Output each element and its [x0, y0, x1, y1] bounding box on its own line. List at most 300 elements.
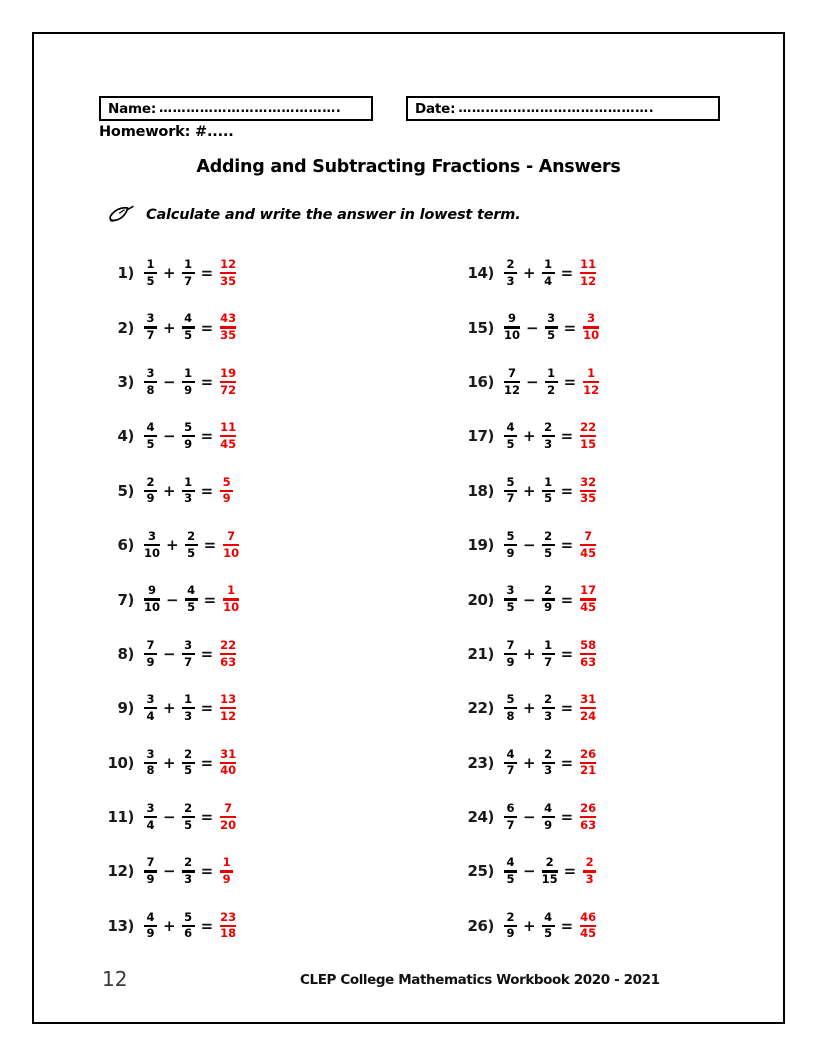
- numerator: 2: [506, 257, 515, 272]
- numerator: 2: [544, 420, 553, 435]
- denominator: 5: [184, 817, 193, 832]
- denominator: 63: [580, 817, 597, 832]
- numerator: 1: [227, 583, 236, 598]
- numerator: 1: [184, 365, 193, 380]
- equals-sign: =: [560, 264, 574, 283]
- problem-number: 24): [467, 808, 494, 827]
- problem-row: [464, 409, 794, 463]
- denominator: 45: [220, 436, 237, 451]
- denominator: 7: [184, 654, 193, 669]
- numerator: 4: [506, 420, 515, 435]
- numerator: 1: [547, 365, 556, 380]
- numerator: 17: [580, 583, 597, 598]
- b-fraction: [184, 585, 199, 613]
- a-fraction: [503, 746, 518, 778]
- denominator: 12: [220, 708, 237, 723]
- numerator: 7: [508, 365, 517, 380]
- a-fraction: [503, 313, 521, 341]
- numerator: 7: [146, 855, 155, 870]
- instruction-row: [106, 204, 521, 226]
- numerator: 2: [544, 746, 553, 761]
- problem-row: [104, 572, 434, 626]
- denominator: 10: [144, 600, 161, 615]
- problem-number: 3): [117, 372, 134, 391]
- b-fraction: [181, 313, 196, 341]
- numerator: 11: [580, 257, 597, 272]
- r-fraction: [222, 531, 240, 559]
- problem-number: 17): [467, 427, 494, 446]
- r-fraction: [579, 259, 597, 287]
- a-fraction: [503, 909, 518, 941]
- name-label: Name:: [108, 100, 157, 117]
- denominator: 5: [187, 600, 196, 615]
- numerator: 1: [184, 692, 193, 707]
- denominator: 10: [223, 600, 240, 615]
- denominator: 5: [184, 763, 193, 778]
- numerator: 12: [220, 257, 237, 272]
- denominator: 21: [580, 763, 597, 778]
- denominator: 5: [146, 436, 155, 451]
- problems-column-right: [464, 246, 794, 953]
- operator-sign: −: [166, 590, 179, 609]
- a-fraction: [143, 585, 161, 613]
- a-fraction: [143, 637, 158, 669]
- denominator: 4: [544, 273, 553, 288]
- denominator: 7: [184, 273, 193, 288]
- footer-book-title: CLEP College Mathematics Workbook 2020 - 2021: [300, 972, 660, 988]
- denominator: 5: [544, 926, 553, 941]
- b-fraction: [181, 259, 196, 287]
- r-fraction: [579, 803, 597, 831]
- equals-sign: =: [200, 862, 214, 881]
- name-dotted-line: ………………………………….: [159, 101, 342, 116]
- r-fraction: [219, 422, 237, 450]
- r-fraction: [579, 531, 597, 559]
- a-fraction: [503, 694, 518, 722]
- denominator: 3: [544, 708, 553, 723]
- numerator: 1: [587, 365, 596, 380]
- problem-number: 5): [117, 481, 134, 500]
- b-fraction: [181, 694, 196, 722]
- numerator: 22: [220, 637, 237, 652]
- problem-row: [464, 246, 794, 300]
- denominator: 3: [544, 763, 553, 778]
- problem-row: [464, 355, 794, 409]
- b-fraction: [184, 531, 199, 559]
- a-fraction: [143, 531, 161, 559]
- b-fraction: [181, 857, 196, 885]
- problem-number: 13): [107, 916, 134, 935]
- r-fraction: [579, 909, 597, 941]
- numerator: 7: [584, 529, 593, 544]
- equals-sign: =: [560, 427, 574, 446]
- denominator: 5: [544, 491, 553, 506]
- denominator: 3: [184, 872, 193, 887]
- date-field-box[interactable]: [406, 96, 720, 121]
- operator-sign: +: [523, 699, 536, 718]
- equals-sign: =: [200, 699, 214, 718]
- denominator: 9: [506, 654, 515, 669]
- instruction-text: Calculate and write the answer in lowest term.: [146, 207, 521, 223]
- r-fraction: [219, 474, 234, 506]
- problem-row: [104, 736, 434, 790]
- r-fraction: [582, 313, 600, 341]
- problem-number: 23): [467, 753, 494, 772]
- numerator: 3: [146, 365, 155, 380]
- denominator: 9: [506, 926, 515, 941]
- a-fraction: [503, 474, 518, 506]
- r-fraction: [579, 694, 597, 722]
- date-label: Date:: [415, 100, 456, 117]
- problem-number: 8): [117, 644, 134, 663]
- numerator: 9: [508, 311, 517, 326]
- denominator: 3: [585, 872, 594, 887]
- problem-number: 19): [467, 536, 494, 555]
- a-fraction: [503, 422, 518, 450]
- equals-sign: =: [200, 916, 214, 935]
- r-fraction: [219, 803, 237, 831]
- r-fraction: [219, 259, 237, 287]
- numerator: 3: [146, 692, 155, 707]
- equals-sign: =: [563, 372, 577, 391]
- numerator: 2: [146, 474, 155, 489]
- b-fraction: [181, 474, 196, 506]
- equals-sign: =: [560, 808, 574, 827]
- numerator: 5: [506, 692, 515, 707]
- problem-row: [104, 464, 434, 518]
- b-fraction: [541, 474, 556, 506]
- equals-sign: =: [200, 753, 214, 772]
- problem-row: [104, 300, 434, 354]
- operator-sign: −: [523, 590, 536, 609]
- denominator: 5: [184, 328, 193, 343]
- b-fraction: [541, 857, 559, 885]
- denominator: 9: [184, 382, 193, 397]
- b-fraction: [181, 365, 196, 397]
- a-fraction: [503, 857, 518, 885]
- equals-sign: =: [560, 753, 574, 772]
- b-fraction: [181, 422, 196, 450]
- operator-sign: +: [163, 699, 176, 718]
- a-fraction: [503, 803, 518, 831]
- denominator: 9: [146, 654, 155, 669]
- denominator: 35: [220, 328, 237, 343]
- denominator: 9: [544, 817, 553, 832]
- problem-number: 18): [467, 481, 494, 500]
- problems-column-left: [104, 246, 434, 953]
- r-fraction: [579, 585, 597, 613]
- denominator: 4: [146, 817, 155, 832]
- denominator: 7: [544, 654, 553, 669]
- equals-sign: =: [200, 318, 214, 337]
- numerator: 3: [146, 801, 155, 815]
- denominator: 18: [220, 926, 237, 941]
- operator-sign: −: [526, 318, 539, 337]
- a-fraction: [503, 259, 518, 287]
- operator-sign: +: [523, 481, 536, 500]
- denominator: 3: [506, 273, 515, 288]
- denominator: 7: [506, 491, 515, 506]
- a-fraction: [503, 585, 518, 613]
- numerator: 4: [184, 311, 193, 326]
- problem-row: [464, 899, 794, 953]
- problem-number: 10): [107, 753, 134, 772]
- numerator: 7: [506, 637, 515, 652]
- problem-row: [104, 246, 434, 300]
- problem-row: [464, 627, 794, 681]
- a-fraction: [143, 746, 158, 778]
- numerator: 31: [580, 692, 597, 707]
- operator-sign: +: [523, 264, 536, 283]
- denominator: 9: [222, 491, 231, 506]
- numerator: 2: [545, 855, 554, 870]
- problem-row: [104, 844, 434, 898]
- date-dotted-line: …………………………………….: [458, 101, 655, 116]
- r-fraction: [219, 313, 237, 341]
- denominator: 45: [580, 600, 597, 615]
- b-fraction: [544, 365, 559, 397]
- numerator: 4: [146, 420, 155, 435]
- numerator: 26: [580, 746, 597, 761]
- equals-sign: =: [563, 318, 577, 337]
- numerator: 32: [580, 474, 597, 489]
- b-fraction: [541, 531, 556, 559]
- equals-sign: =: [560, 536, 574, 555]
- pen-nib-icon: [106, 204, 136, 226]
- r-fraction: [219, 857, 234, 885]
- numerator: 1: [184, 257, 193, 272]
- problem-row: [464, 736, 794, 790]
- operator-sign: +: [163, 753, 176, 772]
- numerator: 2: [187, 529, 196, 544]
- problem-number: 2): [117, 318, 134, 337]
- numerator: 2: [184, 801, 193, 815]
- problem-row: [104, 409, 434, 463]
- b-fraction: [541, 746, 556, 778]
- denominator: 9: [506, 545, 515, 560]
- operator-sign: −: [523, 808, 536, 827]
- operator-sign: +: [163, 318, 176, 337]
- a-fraction: [143, 909, 158, 941]
- equals-sign: =: [560, 916, 574, 935]
- numerator: 1: [544, 257, 553, 272]
- denominator: 5: [544, 545, 553, 560]
- operator-sign: −: [163, 427, 176, 446]
- b-fraction: [181, 746, 196, 778]
- problem-row: [464, 300, 794, 354]
- a-fraction: [503, 637, 518, 669]
- denominator: 9: [544, 600, 553, 615]
- a-fraction: [143, 259, 158, 287]
- denominator: 7: [506, 763, 515, 778]
- problem-row: [104, 899, 434, 953]
- numerator: 1: [184, 474, 193, 489]
- numerator: 4: [146, 909, 155, 924]
- denominator: 2: [547, 382, 556, 397]
- denominator: 45: [580, 926, 597, 941]
- problem-row: [104, 518, 434, 572]
- problem-number: 16): [467, 372, 494, 391]
- numerator: 46: [580, 909, 597, 924]
- numerator: 2: [585, 855, 594, 870]
- b-fraction: [541, 909, 556, 941]
- denominator: 12: [580, 273, 597, 288]
- denominator: 8: [506, 708, 515, 723]
- r-fraction: [219, 637, 237, 669]
- denominator: 45: [580, 545, 597, 560]
- problem-number: 4): [117, 427, 134, 446]
- problem-row: [104, 681, 434, 735]
- numerator: 13: [220, 692, 237, 707]
- b-fraction: [541, 422, 556, 450]
- denominator: 10: [504, 328, 521, 343]
- equals-sign: =: [200, 372, 214, 391]
- problem-number: 22): [467, 699, 494, 718]
- problem-number: 7): [117, 590, 134, 609]
- denominator: 3: [184, 708, 193, 723]
- equals-sign: =: [560, 481, 574, 500]
- problem-number: 15): [467, 318, 494, 337]
- problem-row: [464, 790, 794, 844]
- numerator: 5: [184, 909, 193, 924]
- operator-sign: +: [523, 916, 536, 935]
- denominator: 5: [506, 600, 515, 615]
- denominator: 12: [504, 382, 521, 397]
- r-fraction: [219, 365, 237, 397]
- equals-sign: =: [563, 862, 577, 881]
- denominator: 12: [583, 382, 600, 397]
- name-field-box[interactable]: [99, 96, 373, 121]
- problem-row: [464, 572, 794, 626]
- numerator: 9: [148, 583, 157, 598]
- operator-sign: +: [523, 427, 536, 446]
- operator-sign: −: [526, 372, 539, 391]
- numerator: 1: [222, 855, 231, 870]
- b-fraction: [541, 585, 556, 613]
- numerator: 5: [506, 474, 515, 489]
- a-fraction: [143, 365, 158, 397]
- denominator: 5: [506, 436, 515, 451]
- numerator: 3: [148, 529, 157, 544]
- numerator: 4: [544, 909, 553, 924]
- denominator: 9: [222, 872, 231, 887]
- numerator: 31: [220, 746, 237, 761]
- numerator: 4: [544, 801, 553, 815]
- numerator: 5: [222, 474, 231, 489]
- denominator: 9: [184, 436, 193, 451]
- a-fraction: [143, 857, 158, 885]
- denominator: 20: [220, 817, 237, 832]
- problem-row: [464, 844, 794, 898]
- problem-number: 1): [117, 264, 134, 283]
- operator-sign: +: [163, 264, 176, 283]
- equals-sign: =: [200, 808, 214, 827]
- numerator: 2: [184, 746, 193, 761]
- b-fraction: [544, 313, 559, 341]
- denominator: 72: [220, 382, 237, 397]
- problem-row: [104, 790, 434, 844]
- denominator: 5: [187, 545, 196, 560]
- problem-number: 25): [467, 862, 494, 881]
- equals-sign: =: [203, 590, 217, 609]
- b-fraction: [541, 694, 556, 722]
- b-fraction: [181, 803, 196, 831]
- operator-sign: −: [163, 644, 176, 663]
- denominator: 5: [506, 872, 515, 887]
- operator-sign: +: [166, 536, 179, 555]
- numerator: 7: [224, 801, 233, 815]
- denominator: 5: [547, 328, 556, 343]
- numerator: 5: [506, 529, 515, 544]
- problem-row: [464, 681, 794, 735]
- a-fraction: [143, 474, 158, 506]
- denominator: 9: [146, 491, 155, 506]
- numerator: 7: [146, 637, 155, 652]
- r-fraction: [219, 694, 237, 722]
- numerator: 2: [506, 909, 515, 924]
- denominator: 15: [580, 436, 597, 451]
- numerator: 7: [227, 529, 236, 544]
- denominator: 3: [184, 491, 193, 506]
- denominator: 9: [146, 926, 155, 941]
- r-fraction: [219, 746, 237, 778]
- problem-number: 9): [117, 699, 134, 718]
- homework-number-line[interactable]: Homework: #.....: [99, 124, 234, 140]
- numerator: 58: [580, 637, 597, 652]
- equals-sign: =: [200, 481, 214, 500]
- b-fraction: [541, 259, 556, 287]
- problem-number: 11): [107, 808, 134, 827]
- denominator: 7: [146, 328, 155, 343]
- numerator: 2: [544, 583, 553, 598]
- numerator: 1: [544, 637, 553, 652]
- numerator: 2: [544, 692, 553, 707]
- numerator: 43: [220, 311, 237, 326]
- operator-sign: −: [523, 536, 536, 555]
- numerator: 2: [544, 529, 553, 544]
- numerator: 3: [146, 746, 155, 761]
- numerator: 23: [220, 909, 237, 924]
- denominator: 35: [580, 491, 597, 506]
- equals-sign: =: [200, 264, 214, 283]
- equals-sign: =: [200, 427, 214, 446]
- denominator: 15: [541, 872, 558, 887]
- a-fraction: [143, 422, 158, 450]
- numerator: 19: [220, 365, 237, 380]
- denominator: 10: [223, 545, 240, 560]
- a-fraction: [143, 694, 158, 722]
- numerator: 1: [544, 474, 553, 489]
- problem-number: 6): [117, 536, 134, 555]
- problem-row: [104, 627, 434, 681]
- numerator: 4: [506, 746, 515, 761]
- numerator: 3: [184, 637, 193, 652]
- denominator: 40: [220, 763, 237, 778]
- equals-sign: =: [560, 590, 574, 609]
- r-fraction: [579, 637, 597, 669]
- a-fraction: [143, 313, 158, 341]
- problem-number: 21): [467, 644, 494, 663]
- denominator: 63: [220, 654, 237, 669]
- numerator: 3: [146, 311, 155, 326]
- r-fraction: [222, 585, 240, 613]
- numerator: 2: [184, 855, 193, 870]
- equals-sign: =: [560, 644, 574, 663]
- numerator: 6: [506, 801, 515, 815]
- b-fraction: [541, 803, 556, 831]
- numerator: 3: [547, 311, 556, 326]
- problem-row: [104, 355, 434, 409]
